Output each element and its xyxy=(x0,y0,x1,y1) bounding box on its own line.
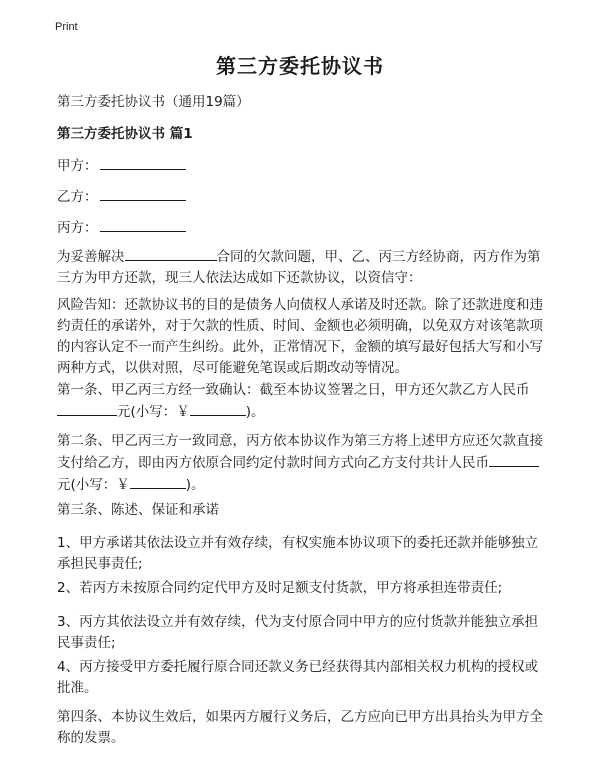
document-title: 第三方委托协议书 xyxy=(216,54,384,78)
party-b-label: 乙方： xyxy=(57,189,98,205)
article-3-item-line: 批准。 xyxy=(57,680,98,696)
article-2-line-1: 第二条、甲乙丙三方一致同意，丙方依本协议作为第三方将上述甲方应还欠款直接 xyxy=(57,433,543,449)
intro-after-blank: 合同的欠款问题，甲、乙、丙三方经协商，丙方作为第 xyxy=(216,249,541,265)
article-3-item-line: 1、甲方承诺其依法设立并有效存续，有权实施本协议项下的委托还款并能够独立 xyxy=(57,535,539,551)
article-3-item-1 xyxy=(57,533,557,575)
risk-notice-line: 风险告知：还款协议书的目的是债务人向债权人承诺及时还款。除了还款进度和违 xyxy=(57,297,543,313)
article-2-line-2: 支付给乙方，即由丙方依原合同约定付款时间方式向乙方支付共计人民币 xyxy=(57,455,489,471)
article-1 xyxy=(57,380,557,423)
intro-before-blank: 为妥善解决 xyxy=(57,249,125,265)
party-b-field xyxy=(57,186,186,208)
section-title: 第三方委托协议书 篇1 xyxy=(57,126,193,142)
article-3-item-3 xyxy=(57,612,557,654)
risk-notice-line: 两种方式，以供对照，尽可能避免笔误或后期改动等情况。 xyxy=(57,360,408,376)
print-link[interactable]: Print xyxy=(55,21,78,33)
intro-contract-blank xyxy=(125,246,217,261)
article-2 xyxy=(57,431,557,496)
risk-notice-line: 的内容认定不一而产生纠纷。此外，正常情况下，金额的填写最好包括大写和小写 xyxy=(57,339,543,355)
article-3-item-line: 承担民事责任; xyxy=(57,556,143,572)
party-a-label: 甲方： xyxy=(57,158,98,174)
risk-notice-paragraph xyxy=(57,295,557,379)
article-2-amount-blank xyxy=(489,452,539,467)
intro-paragraph xyxy=(57,246,557,289)
article-3-item-line: 民事责任; xyxy=(57,635,116,651)
party-c-blank xyxy=(100,217,186,232)
article-2-unit: 元(小写：￥ xyxy=(57,477,130,493)
article-3-item-2 xyxy=(57,578,557,599)
article-4-line: 称的发票。 xyxy=(57,730,125,746)
article-1-unit: 元(小写：￥ xyxy=(117,404,190,420)
article-1-amount-figures-blank xyxy=(190,401,246,416)
article-3-item-4 xyxy=(57,657,557,699)
article-3-item-line: 4、丙方接受甲方委托履行原合同还款义务已经获得其内部相关权力机构的授权或 xyxy=(57,659,539,675)
article-3-title: 第三条、陈述、保证和承诺 xyxy=(57,502,219,518)
party-b-blank xyxy=(100,186,186,201)
party-c-field xyxy=(57,217,186,239)
article-3-item-line: 3、丙方其依法设立并有效存续，代为支付原合同中甲方的应付货款并能独立承担 xyxy=(57,614,539,630)
article-2-close: )。 xyxy=(185,477,205,493)
article-2-amount-figures-blank xyxy=(130,474,186,489)
article-4 xyxy=(57,707,557,749)
article-4-line: 第四条、本协议生效后，如果丙方履行义务后，乙方应向已甲方出具抬头为甲方全 xyxy=(57,709,543,725)
article-1-line-1: 第一条、甲乙丙三方经一致确认：截至本协议签署之日，甲方还欠款乙方人民币 xyxy=(57,382,530,398)
article-1-close: )。 xyxy=(245,404,265,420)
party-a-field xyxy=(57,155,186,177)
document-subtitle: 第三方委托协议书（通用19篇） xyxy=(57,94,250,110)
article-3-item-line: 2、若丙方未按原合同约定代甲方及时足额支付货款，甲方将承担连带责任; xyxy=(57,580,503,596)
party-c-label: 丙方： xyxy=(57,220,98,236)
risk-notice-line: 约责任的承诺外，对于欠款的性质、时间、金额也必须明确，以免双方对该笔款项 xyxy=(57,318,543,334)
party-a-blank xyxy=(100,155,186,170)
article-1-amount-blank xyxy=(57,401,117,416)
intro-line-2: 三方为甲方还款，现三人依法达成如下还款协议，以资信守： xyxy=(57,270,422,286)
